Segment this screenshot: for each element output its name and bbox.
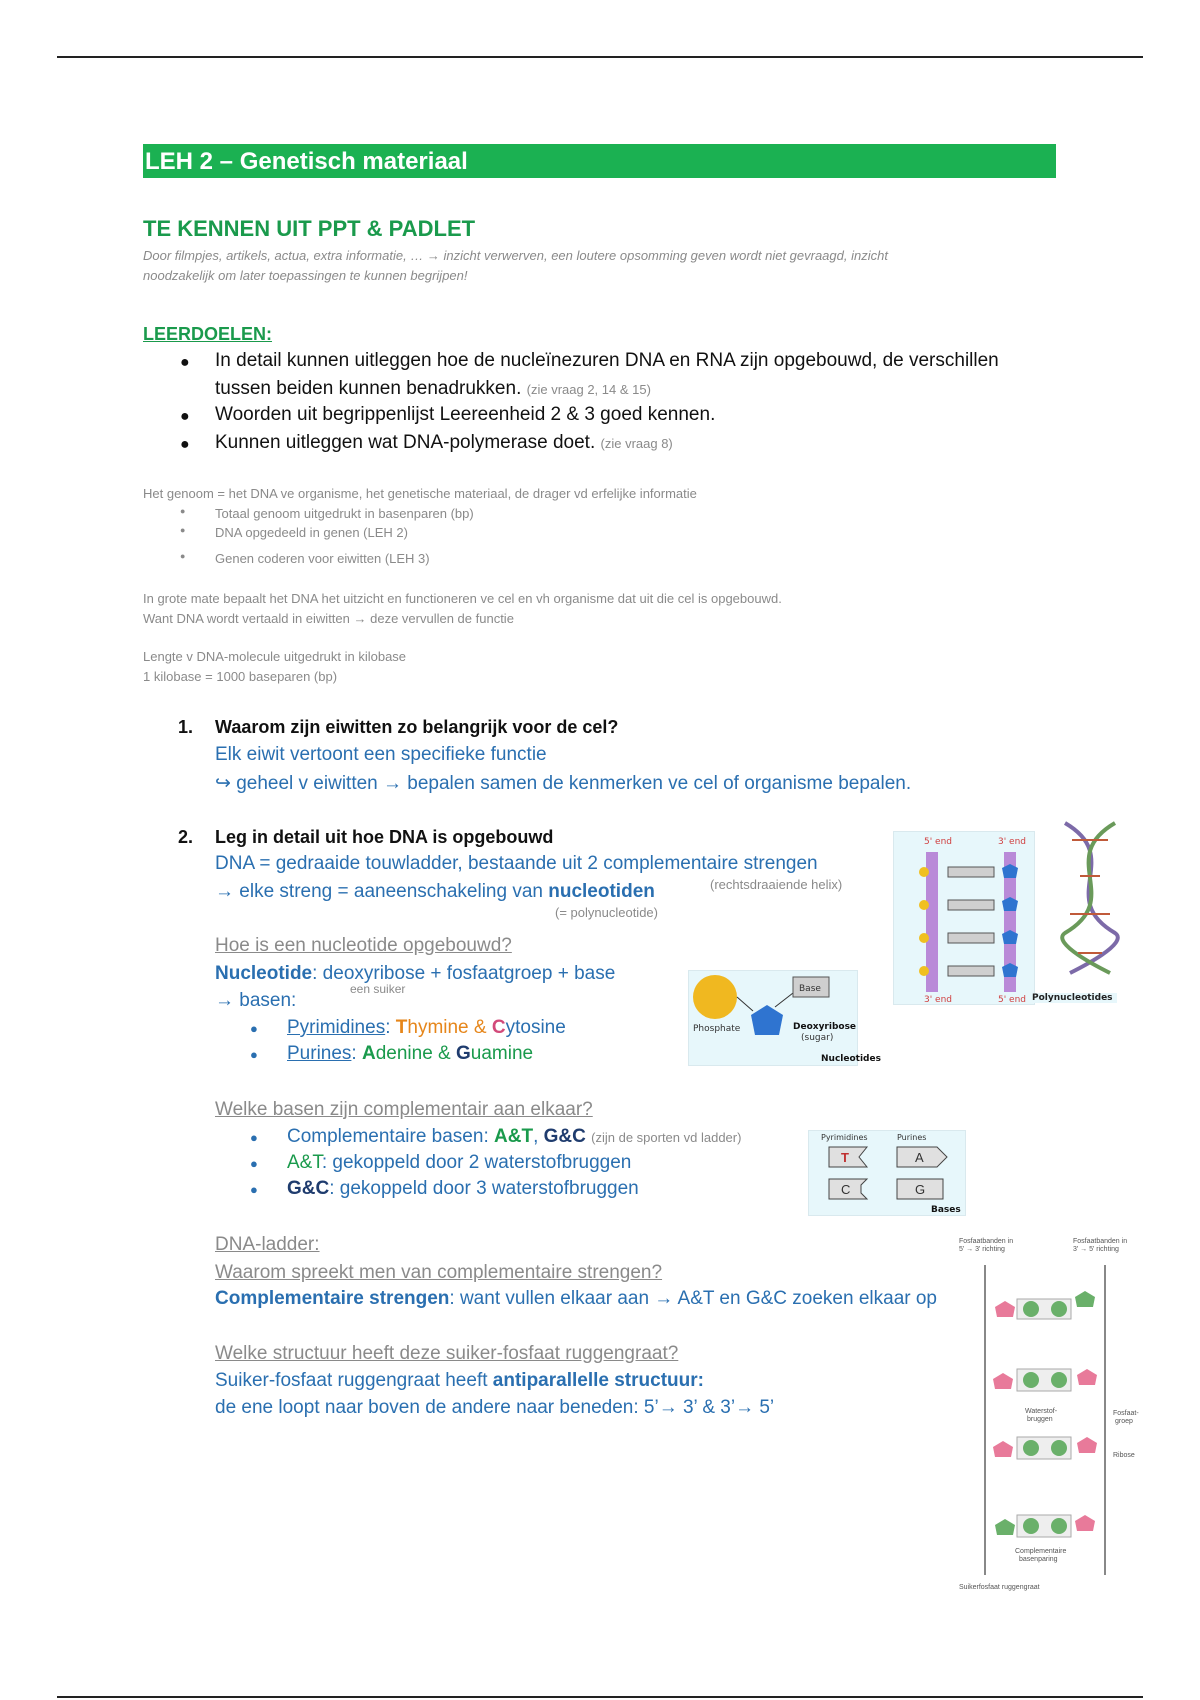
bruggen-label: bruggen — [1027, 1416, 1053, 1423]
q1-number: 1. — [178, 717, 194, 737]
q2-answer-1: DNA = gedraaide touwladder, bestaande uit 2 complementaire strengen — [215, 853, 818, 874]
bullet-dot: ● — [250, 1156, 258, 1171]
leerdoel-1b — [215, 378, 651, 400]
base-A — [897, 1147, 947, 1167]
ribose-label: Ribose — [1113, 1452, 1135, 1459]
bullet-dot: ● — [180, 525, 186, 535]
sf-pre: Suiker-fosfaat ruggengraat heeft — [215, 1370, 493, 1391]
bottom-rule — [57, 1696, 1143, 1698]
q2-question: Leg in detail uit hoe DNA is opgebouwd — [215, 827, 554, 847]
q2-answer-2 — [215, 881, 655, 903]
sf-bold: antiparallelle structuur: — [492, 1370, 704, 1391]
fosfaat-label: Fosfaat- — [1113, 1410, 1139, 1417]
phosphate-dot — [919, 966, 929, 976]
ruggengraat-answer-2: de ene loopt naar boven de andere naar beneden: 5’→ 3’ & 3’→ 5’ — [215, 1397, 775, 1418]
leerdoel-1: In detail kunnen uitleggen hoe de nucleïnezuren DNA en RNA zijn opgebouwd, de verschillen — [215, 350, 999, 371]
ruggengraat-answer-1 — [215, 1370, 704, 1392]
adenine-A: A — [361, 1043, 376, 1064]
c1-AT: A&T — [494, 1126, 534, 1147]
guamine-rest: uamine — [470, 1043, 534, 1064]
helix-note: (rechtsdraaiende helix) — [710, 877, 843, 892]
base-G-letter: G — [915, 1182, 926, 1197]
bullet-dot: ● — [250, 1047, 258, 1062]
double-helix-figure — [1050, 818, 1130, 976]
sub-dna-ladder: DNA-ladder: — [215, 1234, 320, 1255]
q2-answer-2-pre: → elke streng = aaneenschakeling van — [215, 881, 549, 902]
pyrimidines-line — [287, 1017, 566, 1039]
deoxyribose-pentagon — [751, 1005, 783, 1035]
ladder-label-tr2: 3' → 5' richting — [1073, 1246, 1119, 1253]
nucleotide-rest: : deoxyribose + fosfaatgroep + base — [312, 963, 616, 984]
c1-GC: G&C — [543, 1126, 586, 1147]
deoxyribose-label: Deoxyribose — [793, 1022, 857, 1032]
five-end-bottom: 5' end — [998, 995, 1027, 1005]
bullet-dot: ● — [180, 408, 190, 425]
bases-figure — [808, 1130, 966, 1216]
adenine-rest: denine & — [375, 1043, 457, 1064]
base-C — [829, 1179, 867, 1199]
waterstof-label: Waterstof- — [1025, 1408, 1058, 1415]
top-rule — [57, 56, 1143, 58]
purines-line — [287, 1043, 533, 1065]
intro-note-1: Door filmpjes, artikels, actua, extra informatie, … → inzicht verwerven, een loutere opsomming geven wordt niet gevraagd, inzicht — [143, 248, 888, 263]
basen-label: → basen: — [215, 990, 297, 1011]
base-pair-rung — [995, 1515, 1095, 1537]
sub-complementair: Welke basen zijn complementair aan elkaar? — [215, 1099, 593, 1120]
ladder-label-tl2: 5' → 3' richting — [959, 1246, 1005, 1253]
gc-line — [287, 1178, 639, 1200]
title-banner — [143, 144, 1056, 178]
bond-line — [737, 997, 753, 1011]
rung — [948, 966, 994, 976]
base-pair-rung — [995, 1291, 1095, 1319]
leerdoel-3-text: Kunnen uitleggen wat DNA-polymerase doet. — [215, 432, 596, 453]
ladder-label-tl: Fosfaatbanden in — [959, 1238, 1014, 1245]
polynucleotide-ladder-svg — [894, 832, 1034, 1004]
pyrimidines-label: Pyrimidines — [821, 1133, 868, 1142]
at-line — [287, 1152, 631, 1174]
nucleotides-figure — [688, 970, 881, 1066]
pyrimidines-label: Pyrimidines — [287, 1017, 386, 1038]
rung — [948, 867, 994, 877]
q1-answer-2: ↪ geheel v eiwitten → bepalen samen de kenmerken ve cel of organisme bepalen. — [215, 773, 912, 794]
intro-heading: TE KENNEN UIT PPT & PADLET — [143, 216, 476, 241]
leerdoelen-heading: LEERDOELEN: — [143, 324, 273, 344]
een-suiker-note: een suiker — [350, 982, 406, 996]
sub-nucleotide: Hoe is een nucleotide opgebouwd? — [215, 935, 512, 956]
sugar-label: (sugar) — [801, 1033, 834, 1043]
three-end-top: 3' end — [998, 837, 1027, 847]
base-T — [829, 1147, 867, 1167]
thymine-T: T — [395, 1017, 408, 1038]
page-title: LEH 2 – Genetisch materiaal — [145, 148, 468, 175]
c2-AT: A&T — [287, 1152, 322, 1173]
basenparing-label: basenparing — [1019, 1556, 1058, 1563]
leerdoel-1-line2: tussen beiden kunnen benadrukken. — [215, 378, 522, 399]
bases-svg — [809, 1131, 965, 1215]
bullet-dot: ● — [180, 436, 190, 453]
genoom-p1: In grote mate bepaalt het DNA het uitzicht en functioneren ve cel en vh organisme dat uit die cel is opgebouwd. — [143, 591, 782, 606]
rung — [948, 900, 994, 910]
bullet-dot: ● — [250, 1021, 258, 1036]
bullet-dot: ● — [250, 1130, 258, 1145]
q2-number: 2. — [178, 827, 194, 847]
q1-answer-1: Elk eiwit vertoont een specifieke functie — [215, 744, 547, 765]
genoom-p3: Lengte v DNA-molecule uitgedrukt in kilobase — [143, 649, 407, 664]
base-pair-rung — [993, 1369, 1097, 1391]
leerdoel-3-ref: (zie vraag 8) — [600, 436, 673, 451]
bullet-dot: ● — [250, 1182, 258, 1197]
groep-label: groep — [1115, 1418, 1133, 1425]
base-A-letter: A — [915, 1150, 924, 1165]
q2-nucleotiden: nucleotiden — [548, 881, 655, 902]
dna-ladder-figure — [955, 1235, 1145, 1595]
leerdoel-1-ref: (zie vraag 2, 14 & 15) — [526, 382, 651, 397]
dna-ladder-svg — [955, 1235, 1145, 1595]
bases-label: Bases — [931, 1205, 961, 1215]
leerdoel-2: Woorden uit begrippenlijst Leereenheid 2 & 3 goed kennen. — [215, 404, 716, 425]
c3-GC: G&C — [287, 1178, 330, 1199]
c1-sep: , — [533, 1126, 544, 1147]
q1-question: Waarom zijn eiwitten zo belangrijk voor de cel? — [215, 717, 619, 737]
c1-ref: (zijn de sporten vd ladder) — [591, 1130, 742, 1145]
sub-ruggengraat: Welke structuur heeft deze suiker-fosfaat ruggengraat? — [215, 1343, 679, 1364]
double-helix-svg — [1050, 818, 1130, 976]
phosphate-dot — [919, 867, 929, 877]
bullet-dot: ● — [180, 354, 190, 371]
five-end-top: 5' end — [924, 837, 953, 847]
base-pair-rung — [993, 1437, 1097, 1459]
phosphate-dot — [919, 900, 929, 910]
bullet-dot: ● — [180, 551, 186, 561]
genoom-b3: Genen coderen voor eiwitten (LEH 3) — [215, 551, 430, 566]
nucleotide-bold: Nucleotide — [215, 963, 313, 984]
sub-strengen: Waarom spreekt men van complementaire strengen? — [215, 1262, 663, 1283]
purines-label: Purines — [287, 1043, 352, 1064]
genoom-p4: 1 kilobase = 1000 baseparen (bp) — [143, 669, 338, 684]
purines-label: Purines — [897, 1133, 927, 1142]
base-C-letter: C — [841, 1182, 851, 1197]
pyr-sep: : — [385, 1017, 396, 1038]
genoom-b1: Totaal genoom uitgedrukt in basenparen (bp) — [215, 506, 474, 521]
rung — [948, 933, 994, 943]
nucleotides-label: Nucleotides — [821, 1054, 881, 1064]
c3-rest: : gekoppeld door 3 waterstofbruggen — [329, 1178, 639, 1199]
genoom-b2: DNA opgedeeld in genen (LEH 2) — [215, 525, 408, 540]
guamine-G: G — [456, 1043, 471, 1064]
complementaire-basen-line — [287, 1126, 741, 1148]
complementaire-label: Complementaire — [1015, 1548, 1067, 1555]
pur-sep: : — [351, 1043, 362, 1064]
ladder-label-tr: Fosfaatbanden in — [1073, 1238, 1128, 1245]
cytosine-rest: ytosine — [505, 1017, 566, 1038]
cs-rest: : want vullen elkaar aan → A&T en G&C zoeken elkaar op — [449, 1288, 937, 1309]
polynucleotides-label: Polynucleotides — [1028, 993, 1117, 1003]
poly-note: (= polynucleotide) — [555, 905, 658, 920]
genoom-line: Het genoom = het DNA ve organisme, het genetische materiaal, de drager vd erfelijke informatie — [143, 486, 697, 501]
ruggengraat-label: Suikerfosfaat ruggengraat — [959, 1584, 1040, 1591]
nucleotide-svg — [689, 971, 881, 1065]
nucleotide-def — [215, 963, 615, 985]
strengen-answer — [215, 1288, 937, 1310]
base-T-letter: T — [841, 1150, 849, 1165]
cytosine-C: C — [491, 1017, 506, 1038]
base-G — [897, 1179, 943, 1199]
base-label: Base — [799, 984, 821, 994]
thymine-rest: hymine & — [407, 1017, 492, 1038]
intro-note-2: noodzakelijk om later toepassingen te kunnen begrijpen! — [143, 268, 468, 283]
c2-rest: : gekoppeld door 2 waterstofbruggen — [321, 1152, 632, 1173]
cs-bold: Complementaire strengen — [215, 1288, 450, 1309]
phosphate-dot — [919, 933, 929, 943]
three-end-bottom: 3' end — [924, 995, 953, 1005]
phosphate-circle — [693, 975, 737, 1019]
bond-line — [775, 993, 793, 1007]
c1-pre: Complementaire basen: — [287, 1126, 494, 1147]
leerdoel-3 — [215, 432, 673, 454]
polynucleotides-figure — [893, 831, 1035, 1005]
bullet-dot: ● — [180, 506, 186, 516]
phosphate-label: Phosphate — [693, 1024, 741, 1034]
genoom-p2: Want DNA wordt vertaald in eiwitten → deze vervullen de functie — [143, 611, 514, 626]
